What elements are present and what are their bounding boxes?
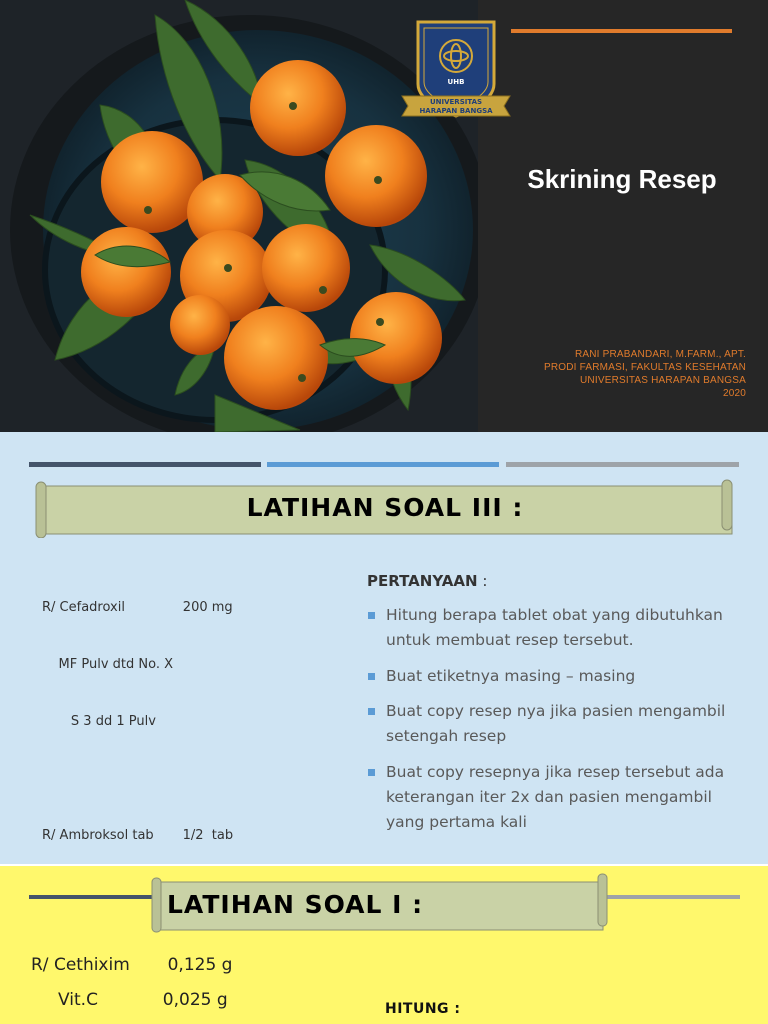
rx-line: R/ Cethixim 0,125 g	[31, 955, 233, 975]
banner-title: LATIHAN SOAL I :	[167, 890, 424, 919]
header-bar-dark	[29, 895, 159, 899]
author-name: RANI PRABANDARI, M.FARM., APT.	[574, 349, 746, 360]
header-bar-blue	[267, 462, 499, 467]
rx-line: S 3 dd 1 Pulv	[42, 714, 156, 729]
scroll-banner	[151, 872, 609, 934]
logo-text-uhb: UHB	[447, 78, 465, 86]
author-affiliation: PRODI FARMASI, FAKULTAS KESEHATAN	[543, 362, 746, 373]
question-text: Buat copy resepnya jika resep tersebut ada keterangan iter 2x dan pasien mengambil yang pertama kali	[386, 763, 725, 831]
logo-text-universitas: UNIVERSITAS	[429, 98, 483, 106]
author-university: UNIVERSITAS HARAPAN BANGSA	[580, 375, 746, 386]
accent-line	[511, 29, 732, 33]
author-year: 2020	[722, 388, 746, 399]
title-slide	[0, 0, 768, 432]
question-text: Hitung berapa tablet obat yang dibutuhkan untuk membuat resep tersebut.	[386, 606, 723, 649]
square-bullet-icon	[368, 673, 375, 680]
prescription-text	[42, 560, 262, 864]
rx-line: Vit.C 0,025 g	[31, 990, 228, 1010]
slide-title: Skrining Resep	[527, 164, 717, 194]
square-bullet-icon	[368, 769, 375, 776]
header-bar-gray	[600, 895, 740, 899]
question-item	[368, 699, 748, 749]
question-text: Buat etiketnya masing – masing	[386, 667, 636, 685]
header-bar-dark	[29, 462, 261, 467]
question-text: Buat copy resep nya jika pasien mengambil setengah resep	[386, 702, 726, 745]
rx-line: MF Pulv dtd No. X	[42, 657, 173, 672]
rx-line	[42, 769, 262, 788]
square-bullet-icon	[368, 708, 375, 715]
rx-line: R/ Cefadroxil 200 mg	[42, 600, 233, 615]
question-item	[368, 664, 748, 689]
scroll-banner	[34, 478, 736, 538]
exercise-slide-3	[0, 432, 768, 864]
question-item	[368, 760, 748, 835]
banner-title: LATIHAN SOAL III :	[246, 493, 524, 522]
questions-heading-label: PERTANYAAN	[367, 572, 478, 590]
question-item	[368, 603, 748, 653]
logo-text-harapan-bangsa: HARAPAN BANGSA	[419, 107, 493, 115]
exercise-slide-1	[0, 866, 768, 1024]
header-bar-gray	[506, 462, 739, 467]
questions-heading-colon: :	[477, 572, 488, 590]
university-logo	[400, 14, 512, 124]
square-bullet-icon	[368, 612, 375, 619]
questions-heading	[367, 572, 487, 590]
rx-line: R/ Ambroksol tab 1/2 tab	[42, 828, 234, 843]
hitung-label: HITUNG :	[385, 1001, 461, 1017]
